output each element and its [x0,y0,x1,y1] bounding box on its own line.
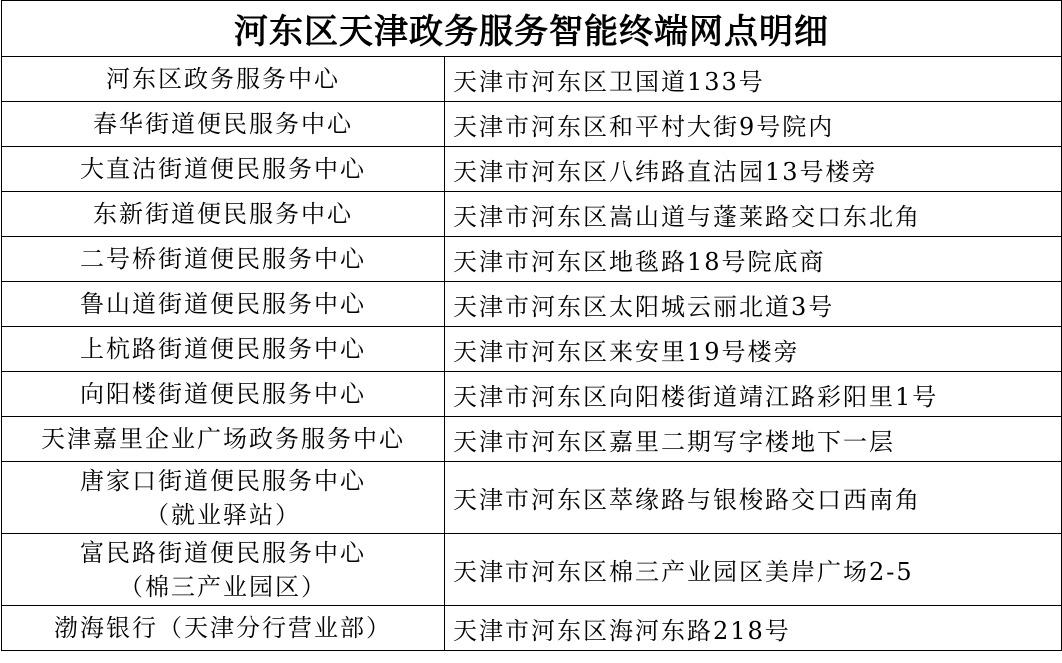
service-center-name: 天津嘉里企业广场政务服务中心 [2,417,445,462]
table-row [2,147,1062,192]
service-center-note: （就业驿站） [145,500,301,529]
service-center-name: 春华街道便民服务中心 [2,102,445,147]
table-row [2,417,1062,462]
table-row [2,606,1062,651]
service-center-name: 河东区政务服务中心 [2,57,445,102]
table-row [2,57,1062,102]
service-center-address: 天津市河东区萃缘路与银梭路交口西南角 [445,462,1062,534]
service-center-address: 天津市河东区嵩山道与蓬莱路交口东北角 [445,192,1062,237]
service-center-address: 天津市河东区向阳楼街道靖江路彩阳里1号 [445,372,1062,417]
service-center-address: 天津市河东区海河东路218号 [445,606,1062,651]
table-row [2,372,1062,417]
service-center-address: 天津市河东区和平村大街9号院内 [445,102,1062,147]
table-row [2,192,1062,237]
service-center-address: 天津市河东区棉三产业园区美岸广场2-5 [445,534,1062,606]
service-center-name: 上杭路街道便民服务中心 [2,327,445,372]
service-center-name: 二号桥街道便民服务中心 [2,237,445,282]
table-row [2,327,1062,372]
table-row [2,237,1062,282]
service-center-name: 鲁山道街道便民服务中心 [2,282,445,327]
service-center-name: 东新街道便民服务中心 [2,192,445,237]
service-center-address: 天津市河东区八纬路直沽园13号楼旁 [445,147,1062,192]
service-center-address: 天津市河东区嘉里二期写字楼地下一层 [445,417,1062,462]
table-title: 河东区天津政务服务智能终端网点明细 [2,1,1062,57]
service-center-address: 天津市河东区地毯路18号院底商 [445,237,1062,282]
table-row [2,282,1062,327]
service-center-name: 唐家口街道便民服务中心 （就业驿站） [2,462,445,534]
service-center-name: 大直沽街道便民服务中心 [2,147,445,192]
title-row [2,1,1062,57]
service-points-table [1,0,1062,651]
table-row [2,534,1062,606]
service-center-address: 天津市河东区太阳城云丽北道3号 [445,282,1062,327]
service-center-name: 渤海银行（天津分行营业部） [2,606,445,651]
table-row [2,102,1062,147]
service-center-address: 天津市河东区来安里19号楼旁 [445,327,1062,372]
service-center-address: 天津市河东区卫国道133号 [445,57,1062,102]
service-center-name: 富民路街道便民服务中心 （棉三产业园区） [2,534,445,606]
table-row [2,462,1062,534]
service-center-note: （棉三产业园区） [119,572,327,601]
service-center-name: 向阳楼街道便民服务中心 [2,372,445,417]
